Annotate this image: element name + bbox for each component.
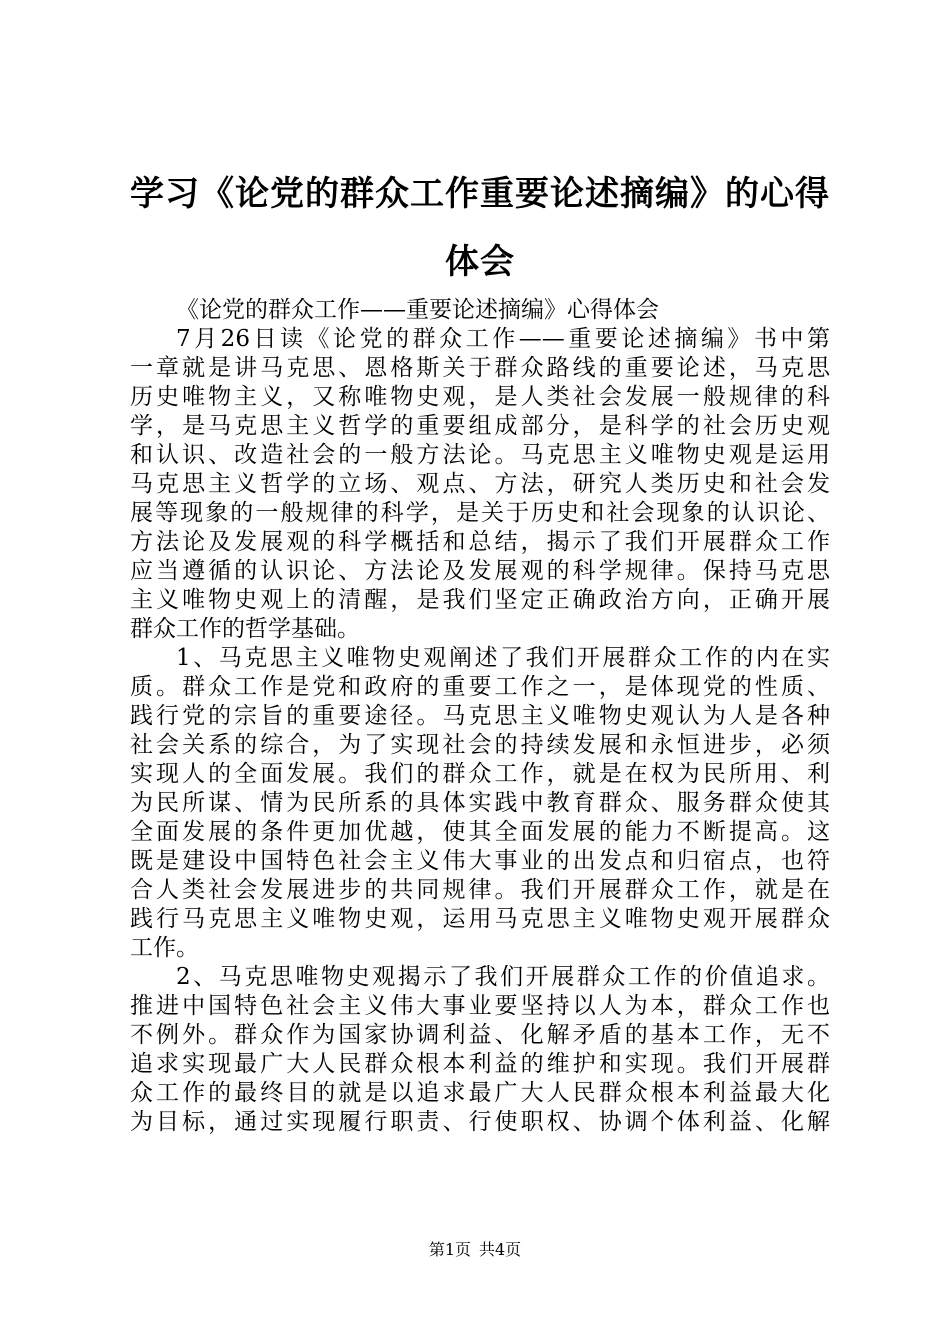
paragraph-line: 和认识、改造社会的一般方法论。马克思主义唯物史观是运用	[130, 442, 830, 468]
paragraph-line: 合人类社会发展进步的共同规律。我们开展群众工作，就是在	[130, 877, 830, 903]
paragraph-line: 工作。	[130, 935, 199, 961]
paragraph-line: 实现人的全面发展。我们的群众工作，就是在权为民所用、利	[130, 761, 830, 787]
paragraph-line: 践行马克思主义唯物史观，运用马克思主义唯物史观开展群众	[130, 906, 830, 932]
page-number: 第1页	[428, 1240, 471, 1259]
paragraph-line: 马克思主义哲学的立场、观点、方法，研究人类历史和社会发	[130, 471, 830, 497]
page-total: 共4页	[479, 1240, 522, 1259]
page-footer	[0, 1240, 950, 1260]
title-line: 体会	[445, 242, 515, 282]
paragraph-line: 7月26日读《论党的群众工作——重要论述摘编》书中第	[176, 326, 830, 352]
title-line: 学习《论党的群众工作重要论述摘编》的心得	[130, 174, 830, 214]
paragraph-line: 学，是马克思主义哲学的重要组成部分，是科学的社会历史观	[130, 413, 830, 439]
paragraph-line: 历史唯物主义，又称唯物史观，是人类社会发展一般规律的科	[130, 384, 830, 410]
paragraph-line: 为目标，通过实现履行职责、行使职权、协调个体利益、化解	[130, 1109, 830, 1135]
document-body	[130, 296, 830, 1137]
paragraph-line: 主义唯物史观上的清醒，是我们坚定正确政治方向，正确开展	[130, 587, 830, 613]
paragraph-line: 推进中国特色社会主义伟大事业要坚持以人为本，群众工作也	[130, 993, 830, 1019]
paragraph-line: 方法论及发展观的科学概括和总结，揭示了我们开展群众工作	[130, 529, 830, 555]
paragraph-line: 追求实现最广大人民群众根本利益的维护和实现。我们开展群	[130, 1051, 830, 1077]
paragraph-line: 1、马克思主义唯物史观阐述了我们开展群众工作的内在实	[176, 645, 830, 671]
paragraph-line: 为民所谋、情为民所系的具体实践中教育群众、服务群众使其	[130, 790, 830, 816]
paragraph-line: 一章就是讲马克思、恩格斯关于群众路线的重要论述，马克思	[130, 355, 830, 381]
document-title	[110, 160, 850, 296]
paragraph-line: 社会关系的综合，为了实现社会的持续发展和永恒进步，必须	[130, 732, 830, 758]
paragraph-line: 不例外。群众作为国家协调利益、化解矛盾的基本工作，无不	[130, 1022, 830, 1048]
paragraph-line: 全面发展的条件更加优越，使其全面发展的能力不断提高。这	[130, 819, 830, 845]
paragraph-line: 应当遵循的认识论、方法论及发展观的科学规律。保持马克思	[130, 558, 830, 584]
paragraph-line: 2、马克思唯物史观揭示了我们开展群众工作的价值追求。	[176, 964, 830, 990]
paragraph-line: 质。群众工作是党和政府的重要工作之一，是体现党的性质、	[130, 674, 830, 700]
paragraph-line: 既是建设中国特色社会主义伟大事业的出发点和归宿点，也符	[130, 848, 830, 874]
paragraph-line: 群众工作的哲学基础。	[130, 616, 360, 642]
paragraph-line: 展等现象的一般规律的科学，是关于历史和社会现象的认识论、	[130, 500, 830, 526]
subtitle-line: 《论党的群众工作——重要论述摘编》心得体会	[176, 297, 659, 323]
paragraph-line: 践行党的宗旨的重要途径。马克思主义唯物史观认为人是各种	[130, 703, 830, 729]
paragraph-line: 众工作的最终目的就是以追求最广大人民群众根本利益最大化	[130, 1080, 830, 1106]
